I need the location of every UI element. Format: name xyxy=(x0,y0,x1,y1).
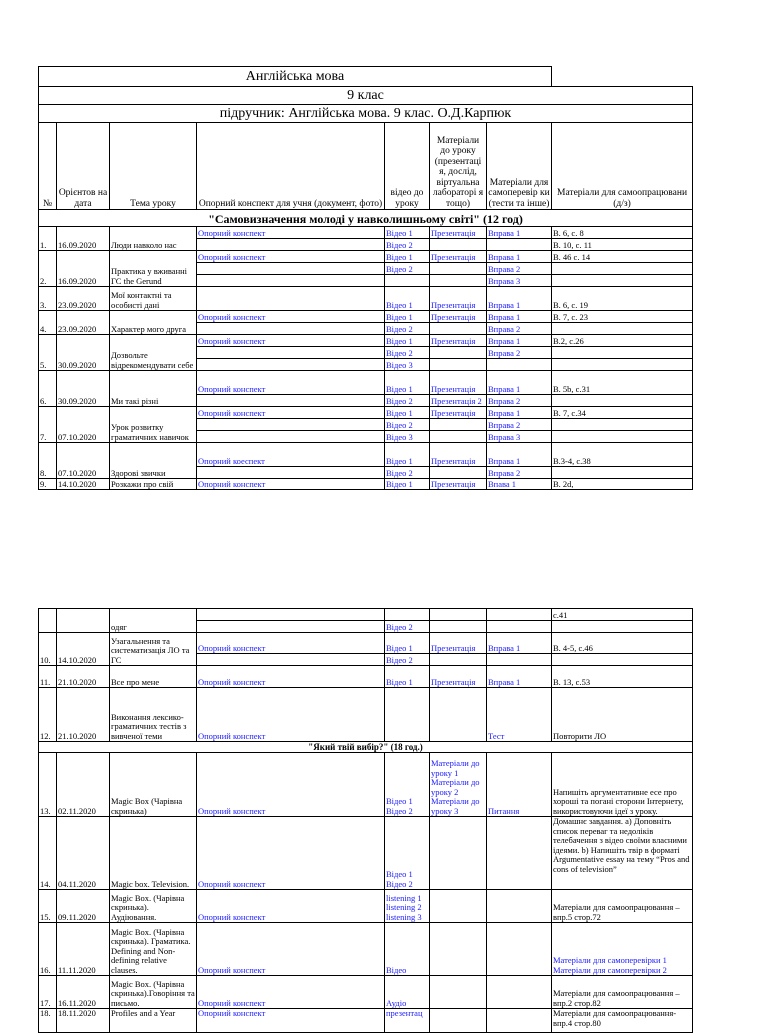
video-link[interactable]: Відео 2 xyxy=(385,239,430,251)
selfcheck-links[interactable]: Матеріали для самоперевірки 1 Матеріали для самоперевірки 2 xyxy=(552,923,693,976)
subject-title: Англійська мова xyxy=(39,67,552,87)
table-row: 8. 07.10.2020 Здорові звички Опорний коеспект Відео 1 Презентація Вправа 1 В.3-4, с.38 xyxy=(39,443,693,467)
exercise-link[interactable]: Вправа 2 xyxy=(487,323,552,335)
summary-link[interactable]: Опорний конспект xyxy=(197,976,385,1009)
summary-link[interactable]: Опорний конспект xyxy=(197,688,385,742)
video-link[interactable]: Відео 2 xyxy=(386,805,413,816)
exercise-link[interactable]: Вправа 2 xyxy=(487,347,552,359)
column-headers xyxy=(39,123,693,210)
video-link[interactable]: Відео 2 xyxy=(385,395,430,407)
col-homework: Матеріали для самоопрацювани (д/з) xyxy=(552,123,693,210)
schedule-table-page-1: Англійська мова 9 клас підручник: Англійська мова. 9 клас. О.Д.Карпюк № Орієнтов на дата Тема уроку Опорний конспект для учня (документ, фото) відео до уроку Матеріали до уроку (презентаці я, дослід, віртуальна лабораторі я тощо) Матеріали для самоперевір ки (тести та інше) Матеріали для самоопрацювани (д/з) "Самовизначення молоді у навколишньому світі" (12 год) 1. 16.09.2020 Люди навколо нас Опорний конспект Відео 1 Презентація Вправа 1 В. 6, с. 8 Відео 2 В. 10, с. 11 2. 16.09.2020 Практика у вживанні ГС the Gerund Опорний конспект Відео 1 Презентація Вправа 1 В. 46 с. 14 Відео 2 Вправа 2 Вправа 3 3. 23.09.2020 Мої контактні та особисті дані Відео 1 Презентація Вправа 1 В. 6, с. 19 4. 23.09.2020 Характер мого друга Опорний конспект Відео 1 Презентація Вправа 1 В. 7, с. 23 Відео 2 Вправа 2 5. 30.09.2020 Дозвольте відрекомендувати себе Опорний конспект Відео 1 Презентація Вправа 1 В.2, с.26 Відео 2 Вправа 2 Відео 3 6. 30.09.2020 Ми такі різні Опорний конспект Відео 1 Презентація Вправа 1 В. 5b, с.31 Відео 2 Презентація 2 Вправа 2 7. 07.10.2020 Урок розвитку граматичних навичок Опорний конспект Відео 1 Презентація Вправа 1 В. 7, с.34 Відео 2 Вправа 2 Відео 3 Вправа 3 8. 07.10.2020 Здорові звички Опорний коеспект Відео 1 Презентація Вправа 1 В.3-4, с.38 Відео 2 Вправа 2 9. 14.10.2020 Розкажи про свій Опорний конспект Відео 1 Презентація Впава 1 В. 2d, xyxy=(38,66,693,490)
listening-link[interactable]: listening 2 xyxy=(386,902,422,912)
video-link[interactable]: Відео 1 xyxy=(385,371,430,395)
summary-link[interactable]: Опорний конспект xyxy=(197,666,385,688)
table-row: 7. 07.10.2020 Урок розвитку граматичних навичок Опорний конспект Відео 1 Презентація Вправа 1 В. 7, с.34 xyxy=(39,407,693,419)
summary-link[interactable]: Опорний конспект xyxy=(197,371,385,395)
exercise-link[interactable]: Вправа 1 xyxy=(487,251,552,263)
exercise-link[interactable]: Вправа 3 xyxy=(487,275,552,287)
presentation-link[interactable]: Презентація xyxy=(430,227,487,239)
summary-link[interactable]: Опорний конспект xyxy=(197,227,385,239)
video-link[interactable]: Відео 2 xyxy=(385,419,430,431)
video-link[interactable]: Відео 2 xyxy=(385,347,430,359)
col-video: відео до уроку xyxy=(385,123,430,210)
col-selfcheck: Матеріали для самоперевір ки (тести та інше) xyxy=(487,123,552,210)
textbook-title: підручник: Англійська мова. 9 клас. О.Д.Карпюк xyxy=(39,105,693,123)
video-link[interactable]: Відео 1 xyxy=(385,335,430,347)
video-link[interactable]: Відео 1 xyxy=(385,666,430,688)
exercise-link[interactable]: Вправа 2 xyxy=(487,263,552,275)
summary-link[interactable]: Опорний конспект xyxy=(197,753,385,817)
video-link[interactable]: Відео 2 xyxy=(385,323,430,335)
video-link[interactable]: Відео 1 xyxy=(385,251,430,263)
exercise-link[interactable]: Вправа 1 xyxy=(487,371,552,395)
summary-link[interactable]: Опорний конспект xyxy=(197,251,385,263)
summary-link[interactable]: Опорний конспект xyxy=(197,923,385,976)
table-row: 1. 16.09.2020 Люди навколо нас Опорний конспект Відео 1 Презентація Вправа 1 В. 6, с. 8 xyxy=(39,227,693,239)
listening-link[interactable]: listening 3 xyxy=(386,911,422,922)
col-summary: Опорний конспект для учня (документ, фото) xyxy=(197,123,385,210)
video-link[interactable]: Відео 1 xyxy=(385,443,430,467)
video-link[interactable]: Відео 3 xyxy=(385,431,430,443)
table-row: 3. 23.09.2020 Мої контактні та особисті дані Відео 1 Презентація Вправа 1 В. 6, с. 19 xyxy=(39,287,693,311)
table-row: одяг с.41 xyxy=(39,609,693,621)
grade-title: 9 клас xyxy=(39,87,693,105)
table-row: 14. 04.11.2020 Magic box. Television. Опорний конспект Відео 1 Відео 2 Домашнє завдання. а) Доповніть список переваг та недоліків телебачення з відео своїми власними ідеями. b) Напишіть твір в форматі Argumentative essay на тему “Pros and cons of television” xyxy=(39,817,693,890)
table-row: 6. 30.09.2020 Ми такі різні Опорний конспект Відео 1 Презентація Вправа 1 В. 5b, с.31 xyxy=(39,371,693,395)
table-row: 16. 11.11.2020 Magic Box. (Чарівна скринька). Граматика. Defining and Non-defining relative clauses. Опорний конспект Відео Матеріали для самоперевірки 1 Матеріали для самоперевірки 2 xyxy=(39,923,693,976)
presentation-link[interactable]: презентац xyxy=(385,1009,430,1033)
exercise-link[interactable]: Вправа 1 xyxy=(487,443,552,467)
exercise-link[interactable]: Вправа 2 xyxy=(487,419,552,431)
video-link[interactable]: Відео xyxy=(385,923,430,976)
video-link[interactable]: Відео 2 xyxy=(385,654,430,666)
table-row: 13. 02.11.2020 Magic Box (Чарівна скринька) Опорний конспект Відео 1 Відео 2 Матеріали до уроку 1 Матеріали до уроку 2 Матеріали до уроку 3 Питання Напишіть аргументативне есе про хороші та погані сторони Інтернету, використовуючи ідеї з уроку. xyxy=(39,753,693,817)
presentation-link[interactable]: Презентація xyxy=(430,287,487,311)
summary-link[interactable]: Опорний коеспект xyxy=(197,443,385,467)
exercise-link[interactable]: Впава 1 xyxy=(487,479,552,490)
questions-link[interactable]: Питання xyxy=(487,753,552,817)
col-materials: Матеріали до уроку (презентаці я, дослід, віртуальна лабораторі я тощо) xyxy=(430,123,487,210)
exercise-link[interactable]: Вправа 1 xyxy=(487,666,552,688)
table-row: 18. 18.11.2020 Profiles and a Year Опорний конспект презентац Матеріали для самоопрацювання- впр.4 стор.80 xyxy=(39,1009,693,1033)
summary-link[interactable]: Опорний конспект xyxy=(197,890,385,923)
video-link[interactable]: Відео 1 xyxy=(385,287,430,311)
exercise-link[interactable]: Вправа 3 xyxy=(487,431,552,443)
exercise-link[interactable]: Вправа 1 xyxy=(487,311,552,323)
video-link[interactable]: Відео 1 xyxy=(385,227,430,239)
col-num: № xyxy=(39,123,57,210)
presentation-link[interactable]: Презентація xyxy=(430,311,487,323)
presentation-link[interactable]: Презентація 2 xyxy=(430,395,487,407)
exercise-link[interactable]: Вправа 2 xyxy=(487,467,552,479)
table-row: 10. 14.10.2020 Узагальнення та систематизація ЛО та ГС Опорний конспект Відео 1 Презентація Вправа 1 В. 4-5, с.46 xyxy=(39,633,693,654)
exercise-link[interactable]: Вправа 2 xyxy=(487,395,552,407)
video-link[interactable]: Відео 1 xyxy=(386,796,413,806)
materials-link[interactable]: Матеріали до уроку 3 xyxy=(431,796,480,816)
materials-link[interactable]: Матеріали до уроку 2 xyxy=(431,777,480,797)
materials-link[interactable]: Матеріали до уроку 1 xyxy=(431,758,480,778)
audio-link[interactable]: Аудіо xyxy=(385,976,430,1009)
summary-link[interactable]: Опорний конспект xyxy=(197,817,385,890)
presentation-link[interactable]: Презентація xyxy=(430,666,487,688)
video-link[interactable]: Відео 1 xyxy=(385,479,430,490)
listening-link[interactable]: listening 1 xyxy=(386,892,422,903)
summary-link[interactable]: Опорний конспект xyxy=(197,335,385,347)
section-title: "Самовизначення молоді у навколишньому світі" (12 год) xyxy=(39,210,693,227)
presentation-link[interactable]: Презентація xyxy=(430,443,487,467)
summary-link[interactable]: Опорний конспект xyxy=(197,1009,385,1033)
video-link[interactable]: Відео 1 xyxy=(386,869,413,879)
video-link[interactable]: Відео 3 xyxy=(385,359,430,371)
video-link[interactable]: Відео 2 xyxy=(385,467,430,479)
exercise-link[interactable]: Вправа 1 xyxy=(487,335,552,347)
presentation-link[interactable]: Презентація xyxy=(430,335,487,347)
exercise-link[interactable]: Вправа 1 xyxy=(487,287,552,311)
summary-link[interactable]: Опорний конспект xyxy=(197,407,385,419)
video-link[interactable]: Відео 1 xyxy=(385,311,430,323)
video-link[interactable]: Відео 2 xyxy=(386,878,413,889)
presentation-link[interactable]: Презентація xyxy=(430,371,487,395)
schedule-table-page-2 xyxy=(38,608,693,1033)
table-row: 4. 23.09.2020 Характер мого друга Опорний конспект Відео 1 Презентація Вправа 1 В. 7, с. 23 xyxy=(39,311,693,323)
table-row: 5. 30.09.2020 Дозвольте відрекомендувати себе Опорний конспект Відео 1 Презентація Вправа 1 В.2, с.26 xyxy=(39,335,693,347)
presentation-link[interactable]: Презентація xyxy=(430,407,487,419)
presentation-link[interactable]: Презентація xyxy=(430,251,487,263)
presentation-link[interactable]: Презентація xyxy=(430,479,487,490)
col-topic: Тема уроку xyxy=(110,123,197,210)
video-link[interactable]: Відео 2 xyxy=(385,263,430,275)
col-date: Орієнтов на дата xyxy=(57,123,110,210)
exercise-link[interactable]: Вправа 1 xyxy=(487,633,552,654)
table-row: 2. 16.09.2020 Практика у вживанні ГС the Gerund Опорний конспект Відео 1 Презентація Вправа 1 В. 46 с. 14 xyxy=(39,251,693,263)
test-link[interactable]: Тест xyxy=(487,688,552,742)
table-row: 11. 21.10.2020 Все про мене Опорний конспект Відео 1 Презентація Вправа 1 В. 13, с.53 xyxy=(39,666,693,688)
video-link[interactable]: Відео 1 xyxy=(385,633,430,654)
summary-link[interactable]: Опорний конспект xyxy=(197,311,385,323)
exercise-link[interactable]: Вправа 1 xyxy=(487,407,552,419)
table-row: 9. 14.10.2020 Розкажи про свій Опорний конспект Відео 1 Презентація Впава 1 В. 2d, xyxy=(39,479,693,490)
table-row: 12. 21.10.2020 Виконання лексико-граматичних тестів з вивченої теми Опорний конспект Тест Повторити ЛО xyxy=(39,688,693,742)
section-title: "Який твій вибір?" (18 год.) xyxy=(39,742,693,753)
video-link[interactable]: Відео 2 xyxy=(385,621,430,633)
video-link[interactable]: Відео 1 xyxy=(385,407,430,419)
summary-link[interactable]: Опорний конспект xyxy=(197,479,385,490)
table-row: 17. 16.11.2020 Magic Box. (Чарівна скринька).Говоріння та письмо. Опорний конспект Аудіо Матеріали для самоопрацювання – впр.2 стор.82 xyxy=(39,976,693,1009)
summary-link[interactable]: Опорний конспект xyxy=(197,633,385,654)
exercise-link[interactable]: Вправа 1 xyxy=(487,227,552,239)
presentation-link[interactable]: Презентація xyxy=(430,633,487,654)
table-row: 15. 09.11.2020 Magic Box. (Чарівна скринька). Аудіювання. Опорний конспект listening 1 listening 2 listening 3 Матеріали для самоопрацювання – впр.5 стор.72 xyxy=(39,890,693,923)
